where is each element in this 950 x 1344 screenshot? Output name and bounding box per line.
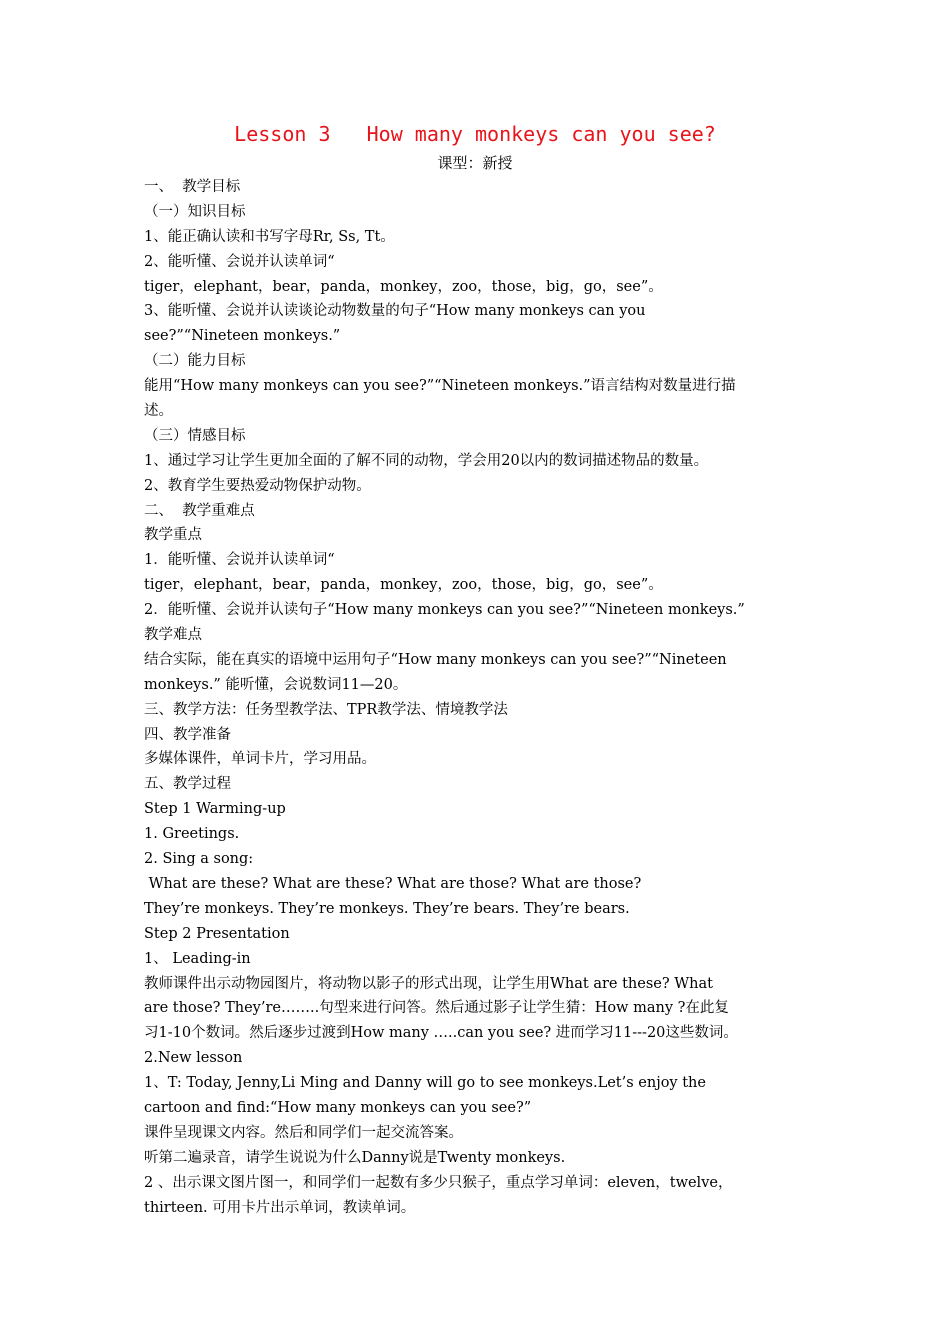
text-line: 教学重点: [144, 527, 202, 544]
text-line: 四、教学准备: [144, 726, 231, 743]
text-line: 2、能听懂、会说并认读单词“: [144, 253, 335, 270]
text-line: Step 2 Presentation: [144, 925, 290, 942]
text-line: 多媒体课件，单词卡片，学习用品。: [144, 751, 376, 768]
text-line: 三、教学方法：任务型教学法、TPR教学法、情境教学法: [144, 701, 508, 718]
text-line: 1．能听懂、会说并认读单词“: [144, 552, 335, 569]
text-line: monkeys.” 能听懂，会说数词11—20。: [144, 676, 408, 693]
text-line: 1. Greetings.: [144, 826, 240, 843]
text-line: 听第二遍录音，请学生说说为什么Danny说是Twenty monkeys.: [144, 1149, 566, 1166]
text-line: 1、T: Today, Jenny,Li Ming and Danny will go to see monkeys.Let’s enjoy the: [144, 1075, 706, 1092]
text-line: 习1-10个数词。然后逐步过渡到How many …..can you see? 进而学习11---20这些数词。: [144, 1025, 738, 1042]
document-body: [144, 175, 824, 1220]
text-line: 2、教育学生要热爱动物保护动物。: [144, 477, 371, 494]
text-line: 2．能听懂、会说并认读句子“How many monkeys can you see?”“Nineteen monkeys.”: [144, 602, 745, 619]
text-line: 课件呈现课文内容。然后和同学们一起交流答案。: [144, 1124, 463, 1141]
text-line: （二）能力目标: [144, 353, 246, 370]
text-line: tiger，elephant，bear，panda，monkey，zoo，those，big，go，see”。: [144, 577, 663, 594]
text-line: cartoon and find:“How many monkeys can you see?”: [144, 1099, 532, 1116]
text-line: thirteen. 可用卡片出示单词，教读单词。: [144, 1199, 416, 1216]
text-line: 1、 Leading-in: [144, 950, 251, 967]
text-line: tiger，elephant，bear，panda，monkey，zoo，those，big，go，see”。: [144, 278, 663, 295]
text-line: 教师课件出示动物园图片，将动物以影子的形式出现，让学生用What are these? What: [144, 975, 713, 992]
text-line: What are these? What are these? What are those? What are those?: [144, 875, 642, 892]
text-line: 1、通过学习让学生更加全面的了解不同的动物，学会用20以内的数词描述物品的数量。: [144, 452, 709, 469]
text-line: 二、 教学重难点: [144, 502, 255, 519]
page-subtitle: 课型：新授: [437, 154, 513, 172]
text-line: They’re monkeys. They’re monkeys. They’re bears. They’re bears.: [144, 900, 630, 917]
text-line: （三）情感目标: [144, 427, 246, 444]
text-line: are those? They’re……..句型来进行问答。然后通过影子让学生猜：How many ?在此复: [144, 1000, 729, 1017]
text-line: 能用“How many monkeys can you see?”“Nineteen monkeys.”语言结构对数量进行描: [144, 378, 736, 395]
text-line: 2 、出示课文图片图一，和同学们一起数有多少只猴子，重点学习单词：eleven，twelve，: [144, 1174, 733, 1191]
text-line: 述。: [144, 403, 173, 420]
text-line: 2.New lesson: [144, 1050, 243, 1067]
page-title: Lesson 3 How many monkeys can you see?: [234, 122, 716, 146]
text-line: 教学难点: [144, 627, 202, 644]
text-line: 五、教学过程: [144, 776, 231, 793]
text-line: 2. Sing a song:: [144, 851, 254, 868]
text-line: （一）知识目标: [144, 203, 246, 220]
text-line: 1、能正确认读和书写字母Rr, Ss, Tt。: [144, 228, 395, 245]
text-line: 结合实际，能在真实的语境中运用句子“How many monkeys can you see?”“Nineteen: [144, 651, 727, 668]
text-line: 3、能听懂、会说并认读谈论动物数量的句子“How many monkeys can you: [144, 303, 646, 320]
text-line: Step 1 Warming-up: [144, 801, 286, 818]
text-line: 一、 教学目标: [144, 179, 241, 195]
text-line: see?”“Nineteen monkeys.”: [144, 328, 341, 345]
